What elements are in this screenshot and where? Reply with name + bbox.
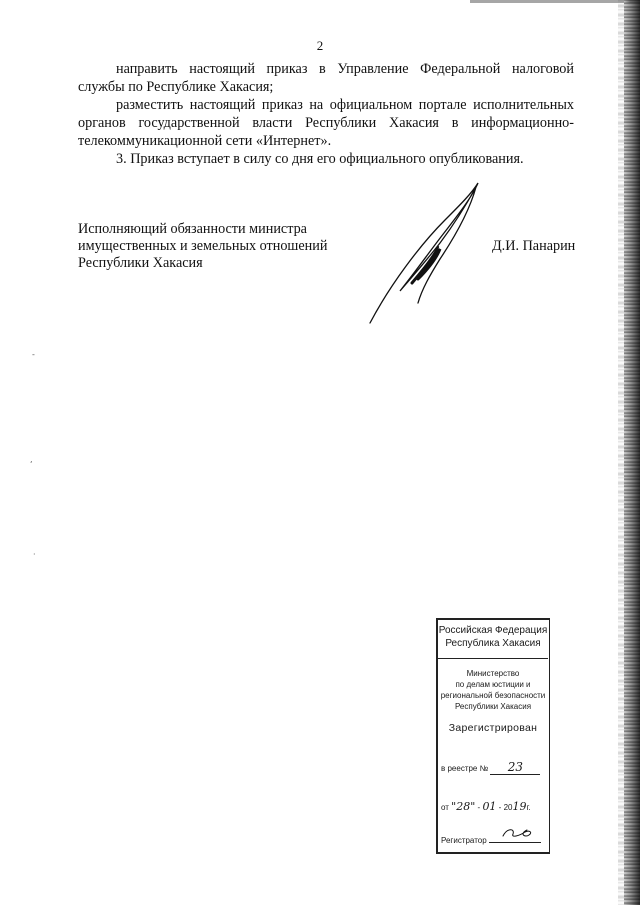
scan-right-edge: [624, 0, 640, 905]
stamp-date-label: от: [441, 803, 449, 812]
stamp-country: Российская Федерация: [438, 625, 548, 636]
stamp-ministry-line: региональной безопасности: [440, 691, 546, 700]
stamp-registered-label: Зарегистрирован: [448, 722, 538, 734]
stamp-registry-field: [490, 760, 540, 775]
handwritten-signature: [360, 175, 500, 325]
signatory-title-line: Исполняющий обязанности министра: [78, 221, 307, 237]
registration-stamp: [436, 618, 550, 854]
scan-speck: -: [32, 350, 35, 359]
stamp-region: Республика Хакасия: [445, 638, 541, 649]
stamp-date-year: 19: [512, 800, 527, 813]
stamp-divider: [438, 658, 548, 659]
order-body-text: [78, 60, 574, 168]
stamp-ministry: [438, 668, 548, 712]
signatory-title: [78, 221, 327, 272]
stamp-registry-row: [441, 760, 540, 775]
stamp-date-month: 01: [482, 800, 497, 813]
paragraph-entry-into-force: 3. Приказ вступает в силу со дня его официального опубликования.: [116, 151, 524, 167]
stamp-date-row: от "28" - 01 - 2019г.: [441, 800, 531, 813]
scan-top-edge: [470, 0, 640, 3]
signatory-title-line: Республики Хакасия: [78, 255, 203, 271]
registrar-signature-scribble: [489, 826, 541, 840]
scan-speck: ,: [30, 455, 33, 464]
scan-speck: ·: [33, 550, 36, 559]
page-number: 2: [316, 38, 324, 53]
stamp-date-suffix: г.: [526, 803, 531, 812]
stamp-registry-number: 23: [507, 760, 524, 774]
stamp-registry-label: в реестре №: [441, 764, 489, 773]
stamp-ministry-line: Республики Хакасия: [454, 702, 532, 711]
stamp-date-day: "28": [451, 800, 476, 813]
stamp-date-year-prefix: 20: [503, 803, 513, 812]
stamp-registrar-row: [441, 830, 541, 845]
signatory-title-line: имущественных и земельных отношений: [78, 238, 328, 254]
signatory-name: Д.И. Панарин: [492, 238, 576, 254]
stamp-header: [438, 624, 548, 650]
paragraph-send-to-tax-service: направить настоящий приказ в Управление Федеральной налоговой службы по Республике Хакасия;: [78, 61, 574, 95]
stamp-registrar-label: Регистратор: [441, 836, 487, 845]
stamp-registrar-signature: [489, 830, 541, 843]
stamp-ministry-line: по делам юстиции и: [455, 680, 531, 689]
paragraph-publish-on-portal: разместить настоящий приказ на официальном портале исполнительных органов государственной власти Республики Хакасия в информационно-телекоммуникационной сети «Интернет».: [78, 97, 574, 149]
stamp-ministry-line: Министерство: [466, 669, 520, 678]
